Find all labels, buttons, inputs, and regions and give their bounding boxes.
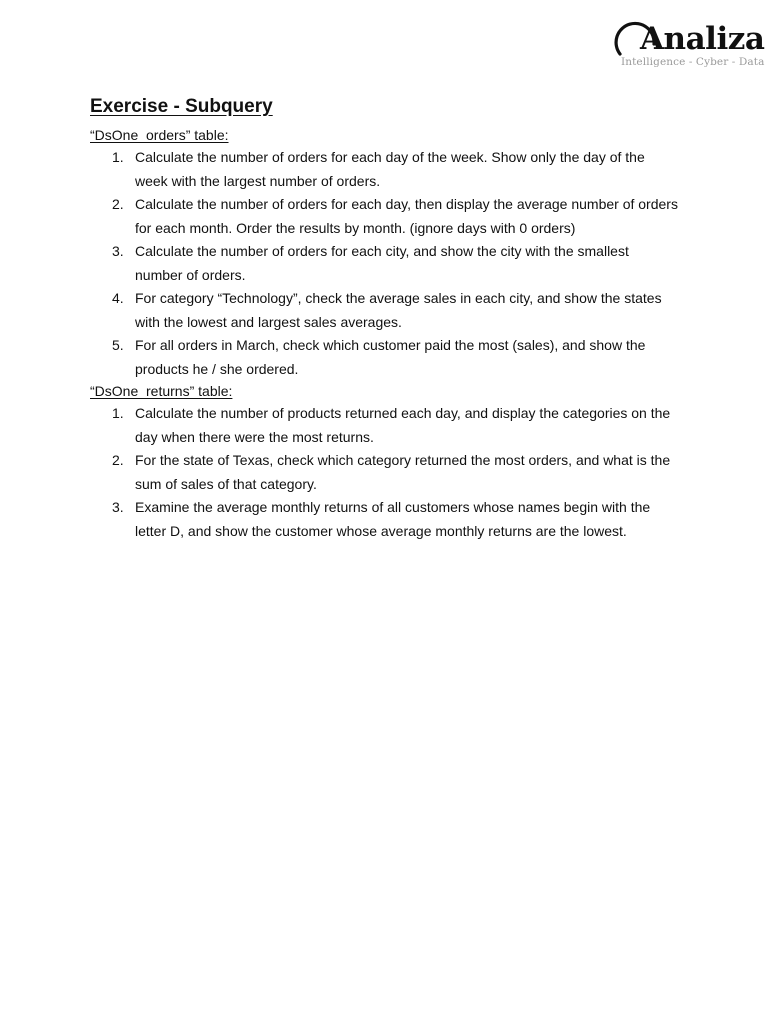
logo-tagline: Intelligence - Cyber - Data [621,56,765,68]
list-item-number: 3. [112,499,124,515]
list-item-line: Calculate the number of orders for each day of the week. Show only the day of the [135,149,645,165]
section-orders [90,125,690,381]
list-item-line: products he / she ordered. [135,360,299,377]
page-title: Exercise - Subquery [90,96,273,117]
list-item-number: 1. [112,149,124,165]
logo-wordmark: Analiza [640,21,765,57]
section-returns [90,381,690,543]
list-item-line: For category “Technology”, check the average sales in each city, and show the states [135,290,662,306]
list-item [90,287,690,334]
list-item [90,496,690,543]
list-item-number: 5. [112,337,124,353]
section-heading-orders: “DsOne_orders” table: [90,127,229,143]
list-item-line: sum of sales of that category. [135,475,317,492]
list-item-number: 2. [112,452,124,468]
list-item [90,240,690,287]
list-item-line: Calculate the number of products returned each day, and display the categories on the [135,405,671,421]
list-item [90,402,690,449]
list-item-number: 2. [112,196,124,212]
list-item-line: day when there were the most returns. [135,428,374,445]
list-item-line: number of orders. [135,266,246,283]
list-item-number: 3. [112,243,124,259]
exercise-content [90,95,690,543]
orders-exercise-list [90,146,690,381]
list-item-line: For all orders in March, check which customer paid the most (sales), and show the [135,337,646,353]
list-item-number: 4. [112,290,124,306]
list-item-line: for each month. Order the results by month. (ignore days with 0 orders) [135,219,576,236]
list-item [90,146,690,193]
returns-exercise-list [90,402,690,543]
list-item-line: Examine the average monthly returns of all customers whose names begin with the [135,499,651,515]
list-item-line: For the state of Texas, check which category returned the most orders, and what is the [135,452,671,468]
analiza-logo [610,12,765,70]
list-item [90,449,690,496]
list-item [90,193,690,240]
section-heading-returns: “DsOne_returns” table: [90,383,233,399]
list-item-line: week with the largest number of orders. [135,172,381,189]
list-item-line: letter D, and show the customer whose average monthly returns are the lowest. [135,522,627,539]
list-item [90,334,690,381]
list-item-line: Calculate the number of orders for each day, then display the average number of orders [135,196,678,212]
list-item-line: Calculate the number of orders for each city, and show the city with the smallest [135,243,629,259]
list-item-line: with the lowest and largest sales averages. [135,313,402,330]
list-item-number: 1. [112,405,124,421]
